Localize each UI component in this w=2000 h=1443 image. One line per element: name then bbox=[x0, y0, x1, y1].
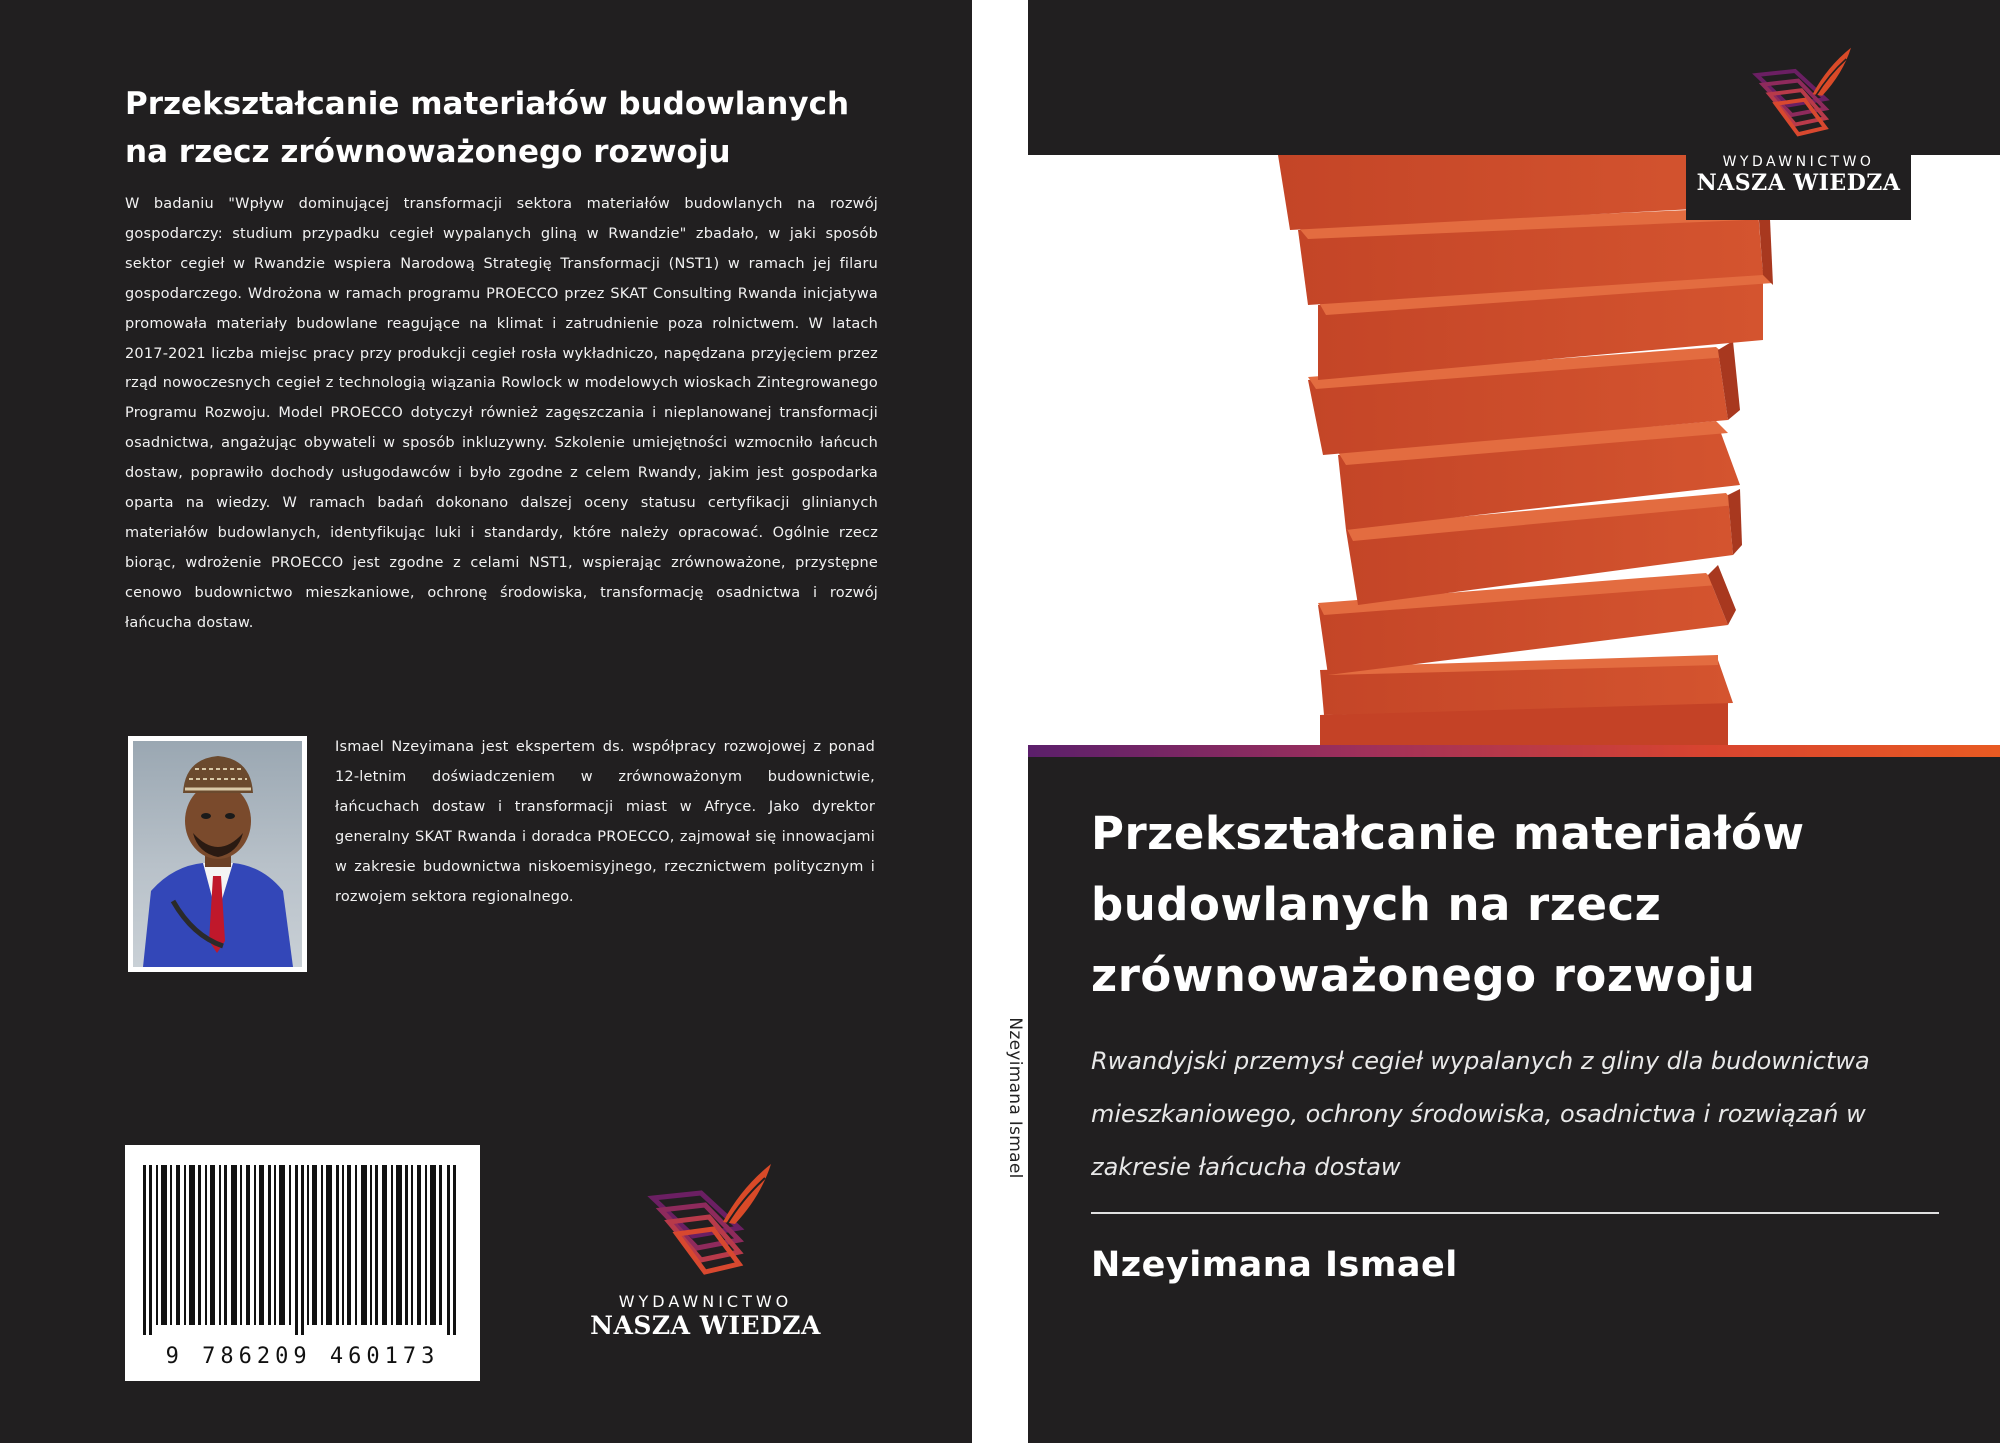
isbn-barcode bbox=[125, 1145, 480, 1381]
front-cover bbox=[1028, 0, 2000, 1443]
front-cover-subtitle bbox=[1091, 1035, 1971, 1194]
barcode-bars-icon bbox=[143, 1165, 463, 1335]
publisher-logo-front bbox=[1686, 40, 1911, 220]
author-photo bbox=[128, 736, 307, 972]
book-quill-logo-icon bbox=[1739, 40, 1859, 150]
front-title-line: budowlanych na rzecz bbox=[1091, 878, 1662, 931]
front-title-line: Przekształcanie materiałów bbox=[1091, 807, 1805, 860]
publisher-logo-back bbox=[583, 1158, 828, 1358]
spine-author: Nzeyimana Ismael bbox=[1005, 1017, 1025, 1179]
brick-stack-image bbox=[1028, 155, 2000, 745]
publisher-word: WYDAWNICTWO bbox=[618, 1292, 793, 1311]
publisher-name: NASZA WIEDZA bbox=[1696, 170, 1901, 196]
brick-stack-illustration bbox=[1028, 155, 2000, 745]
author-bio: Ismael Nzeyimana jest ekspertem ds. współpracy rozwojowej z ponad 12-letnim doświadczeniem w zrównoważonym budownictwie, łańcuchach dostaw i transformacji miast w Afryce. Jako dyrektor generalny SKAT Rwanda i doradca PROECCO, zajmował się innowacjami w zakresie budownictwa niskoemisyjnego, rzecznictwem politycznym i rozwojem sektora regionalnego. bbox=[335, 739, 875, 905]
book-spine bbox=[972, 0, 1028, 1443]
accent-gradient-bar bbox=[1028, 745, 2000, 757]
back-title-line: na rzecz zrównoważonego rozwoju bbox=[125, 134, 731, 170]
back-cover bbox=[0, 0, 972, 1443]
front-cover-author: Nzeyimana Ismael bbox=[1091, 1245, 1458, 1285]
front-subtitle-line: mieszkaniowego, ochrony środowiska, osadnictwa i rozwiązań w bbox=[1091, 1100, 1866, 1128]
back-cover-blurb: W badaniu "Wpływ dominującej transformacji sektora materiałów budowlanych na rozwój gospodarczy: studium przypadku cegieł wypalanych gliną w Rwandzie" zbadało, w jaki sposób sektor cegieł w Rwandzie wspiera Narodową Strategię Transformacji (NST1) w ramach jej filaru gospodarczego. Wdrożona w ramach programu PROECCO przez SKAT Consulting Rwanda inicjatywa promowała materiały budowlane reagujące na klimat i zatrudnienie poza rolnictwem. W latach 2017-2021 liczba miejsc pracy przy produkcji cegieł rosła wykładniczo, napędzana przyjęciem przez rząd nowoczesnych cegieł z technologią wiązania Rowlock w modelowych wioskach Zintegrowanego Programu Rozwoju. Model PROECCO dotyczył również zagęszczania i nieplanowanej transformacji osadnictwa, angażując obywateli w sposób inkluzywny. Szkolenie umiejętności wzmocniło łańcuch dostaw, poprawiło dochody usługodawców i było zgodne z celem Rwandy, jakim jest gospodarka oparta na wiedzy. W ramach badań dokonano dalszej oceny statusu certyfikacji glinianych materiałów budowlanych, identyfikując luki i standardy, które należy opracować. Ogólnie rzecz biorąc, wdrożenie PROECCO jest zgodne z celami NST1, wspierając zrównoważone, przystępne cenowo budownictwo mieszkaniowe, ochronę środowiska, transformację osadnictwa i rozwój łańcucha dostaw. bbox=[125, 196, 878, 631]
back-cover-title bbox=[125, 80, 885, 176]
book-quill-logo-icon bbox=[631, 1158, 781, 1288]
isbn-number: 9 786209 460173 bbox=[165, 1344, 440, 1369]
back-title-line: Przekształcanie materiałów budowlanych bbox=[125, 86, 850, 122]
publisher-name: NASZA WIEDZA bbox=[590, 1311, 821, 1340]
divider bbox=[1091, 1212, 1939, 1214]
publisher-word: WYDAWNICTWO bbox=[1722, 154, 1875, 170]
front-subtitle-line: zakresie łańcucha dostaw bbox=[1091, 1153, 1401, 1181]
front-cover-title bbox=[1091, 798, 1971, 1011]
front-subtitle-line: Rwandyjski przemysł cegieł wypalanych z gliny dla budownictwa bbox=[1091, 1047, 1870, 1075]
front-title-line: zrównoważonego rozwoju bbox=[1091, 949, 1756, 1002]
